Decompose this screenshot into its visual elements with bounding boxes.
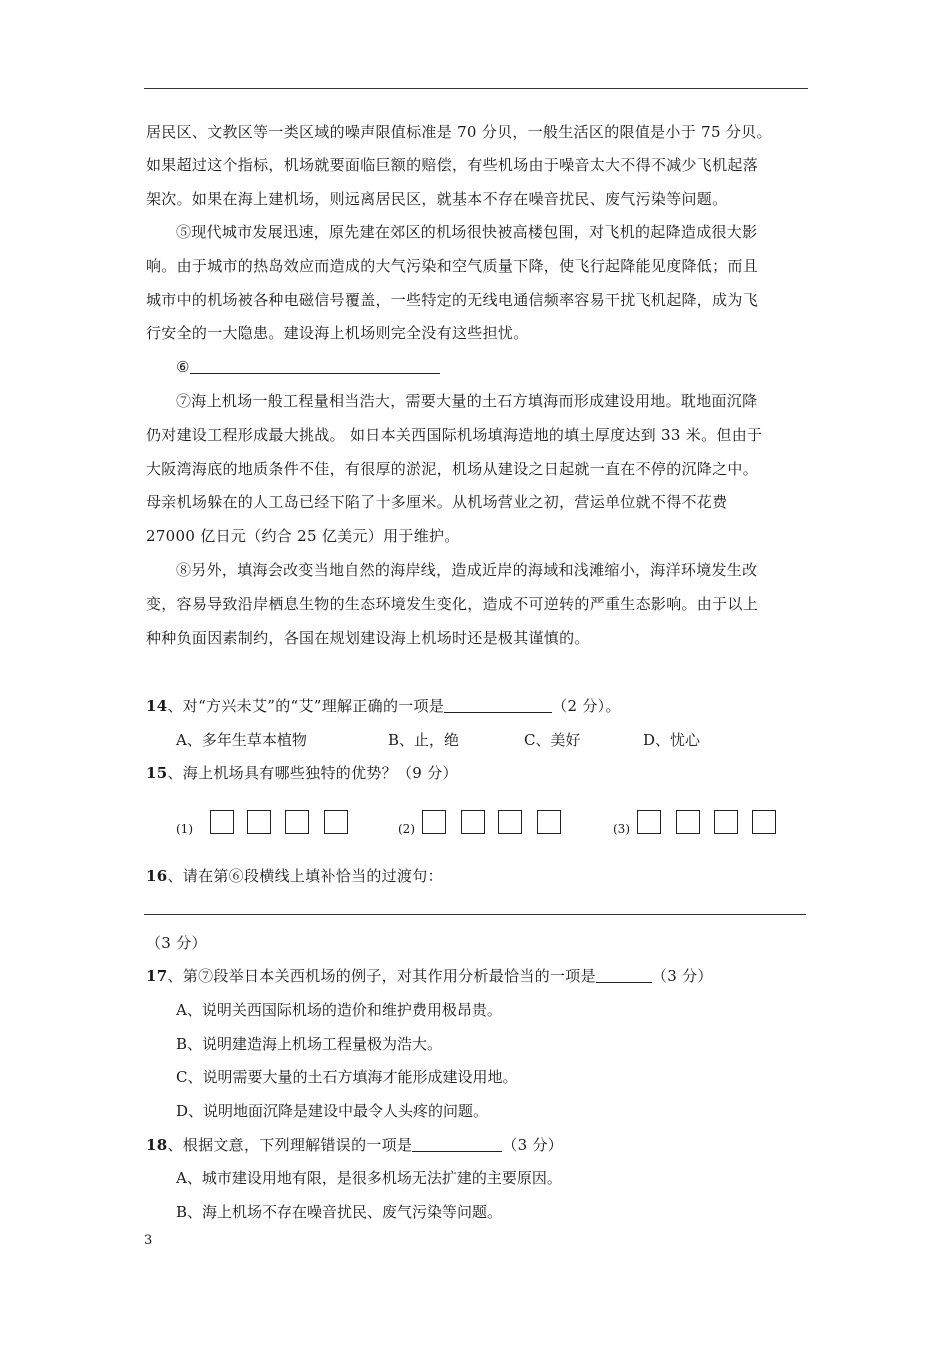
option-a[interactable]: A、多年生草本植物 — [176, 731, 307, 749]
answer-blank[interactable] — [412, 1135, 502, 1152]
passage-line: ⑧另外，填海会改变当地自然的海岸线，造成近岸的海域和浅滩缩小，海洋环境发生改 — [176, 561, 758, 579]
box-group-label: (2) — [398, 822, 415, 836]
answer-box[interactable] — [324, 810, 348, 834]
question-score: （2 分）。 — [552, 697, 621, 715]
passage-line: 母亲机场躲在的人工岛已经下陷了十多厘米。从机场营业之初，营运单位就不得不花费 — [146, 493, 728, 511]
answer-blank[interactable] — [444, 696, 552, 713]
question-number: 15 — [146, 764, 168, 782]
option-b[interactable]: B、说明建造海上机场工程量极为浩大。 — [176, 1035, 443, 1053]
passage-line: ⑤现代城市发展迅速，原先建在郊区的机场很快被高楼包围，对飞机的起降造成很大影 — [176, 223, 758, 241]
paragraph-6-blank[interactable] — [190, 357, 440, 374]
question-16 — [146, 866, 443, 886]
passage-line: 如果超过这个指标，机场就要面临巨额的赔偿，有些机场由于噪音太大不得不减少飞机起落 — [146, 156, 759, 174]
passage-line: 行安全的一大隐患。建设海上机场则完全没有这些担忧。 — [146, 324, 529, 342]
passage-line: 种种负面因素制约，各国在规划建设海上机场时还是极其谨慎的。 — [146, 629, 590, 647]
question-18 — [146, 1135, 563, 1155]
paragraph-6-marker: ⑥ — [176, 358, 190, 376]
box-group-label: (1) — [176, 822, 193, 836]
question-14 — [146, 696, 621, 716]
answer-box[interactable] — [537, 810, 561, 834]
answer-box[interactable] — [498, 810, 522, 834]
box-group-label: (3) — [613, 822, 630, 836]
answer-line[interactable] — [144, 914, 806, 915]
option-c[interactable]: C、美好 — [524, 731, 581, 749]
passage-line: 变，容易导致沿岸栖息生物的生态环境发生变化，造成不可逆转的严重生态影响。由于以上 — [146, 595, 759, 613]
passage-line: ⑦海上机场一般工程量相当浩大，需要大量的土石方填海而形成建设用地。耽地面沉降 — [176, 392, 758, 410]
option-a[interactable]: A、说明关西国际机场的造价和维护费用极昂贵。 — [176, 1001, 502, 1019]
answer-box[interactable] — [285, 810, 309, 834]
passage-line: 架次。如果在海上建机场，则远离居民区，就基本不存在噪音扰民、废气污染等问题。 — [146, 190, 728, 208]
answer-box-group-2 — [398, 810, 568, 838]
question-text: 、根据文意，下列理解错误的一项是 — [167, 1136, 413, 1154]
answer-box[interactable] — [247, 810, 271, 834]
answer-box[interactable] — [676, 810, 700, 834]
answer-blank[interactable] — [596, 966, 652, 983]
question-score: （3 分） — [651, 967, 713, 985]
header-rule — [144, 88, 808, 89]
question-text: 、海上机场具有哪些独特的优势？（9 分） — [167, 764, 458, 782]
passage-line: 居民区、文教区等一类区域的噪声限值标准是 70 分贝，一般生活区的限值是小于 75 分贝。 — [146, 123, 772, 141]
question-17 — [146, 966, 713, 986]
question-number: 18 — [146, 1136, 168, 1154]
answer-box[interactable] — [714, 810, 738, 834]
answer-box[interactable] — [210, 810, 234, 834]
option-b[interactable]: B、止，绝 — [388, 731, 460, 749]
answer-box[interactable] — [752, 810, 776, 834]
option-a[interactable]: A、城市建设用地有限，是很多机场无法扩建的主要原因。 — [176, 1169, 562, 1187]
answer-box[interactable] — [422, 810, 446, 834]
option-d[interactable]: D、忧心 — [643, 731, 701, 749]
passage-line: 27000 亿日元（约合 25 亿美元）用于维护。 — [146, 527, 460, 545]
question-text: 、第⑦段举日本关西机场的例子，对其作用分析最恰当的一项是 — [167, 967, 596, 985]
option-d[interactable]: D、说明地面沉降是建设中最令人头疼的问题。 — [176, 1102, 489, 1120]
passage-line: 大阪湾海底的地质条件不佳，有很厚的淤泥，机场从建设之日起就一直在不停的沉降之中。 — [146, 460, 759, 478]
option-b[interactable]: B、海上机场不存在噪音扰民、废气污染等问题。 — [176, 1203, 503, 1221]
question-15 — [146, 763, 458, 783]
answer-box[interactable] — [461, 810, 485, 834]
question-16-score: （3 分） — [146, 934, 207, 952]
option-c[interactable]: C、说明需要大量的土石方填海才能形成建设用地。 — [176, 1068, 518, 1086]
question-number: 17 — [146, 967, 168, 985]
question-number: 16 — [146, 867, 168, 885]
passage-line: 响。由于城市的热岛效应而造成的大气污染和空气质量下降，使飞行起降能见度降低；而且 — [146, 257, 759, 275]
question-text: 、请在第⑥段横线上填补恰当的过渡句： — [167, 867, 443, 885]
page-number: 3 — [144, 1233, 153, 1248]
paragraph-6-fill-line — [176, 357, 440, 377]
passage-line: 城市中的机场被各种电磁信号覆盖，一些特定的无线电通信频率容易干扰飞机起降，成为飞 — [146, 291, 759, 309]
question-number: 14 — [146, 697, 168, 715]
question-score: （3 分） — [502, 1136, 564, 1154]
answer-box-group-1 — [176, 810, 356, 838]
question-text: 、对“方兴未艾”的“艾”理解正确的一项是 — [167, 697, 445, 715]
answer-box[interactable] — [637, 810, 661, 834]
answer-box-group-3 — [613, 810, 783, 838]
passage-line: 仍对建设工程形成最大挑战。 如日本关西国际机场填海造地的填土厚度达到 33 米。但由于 — [146, 426, 763, 444]
